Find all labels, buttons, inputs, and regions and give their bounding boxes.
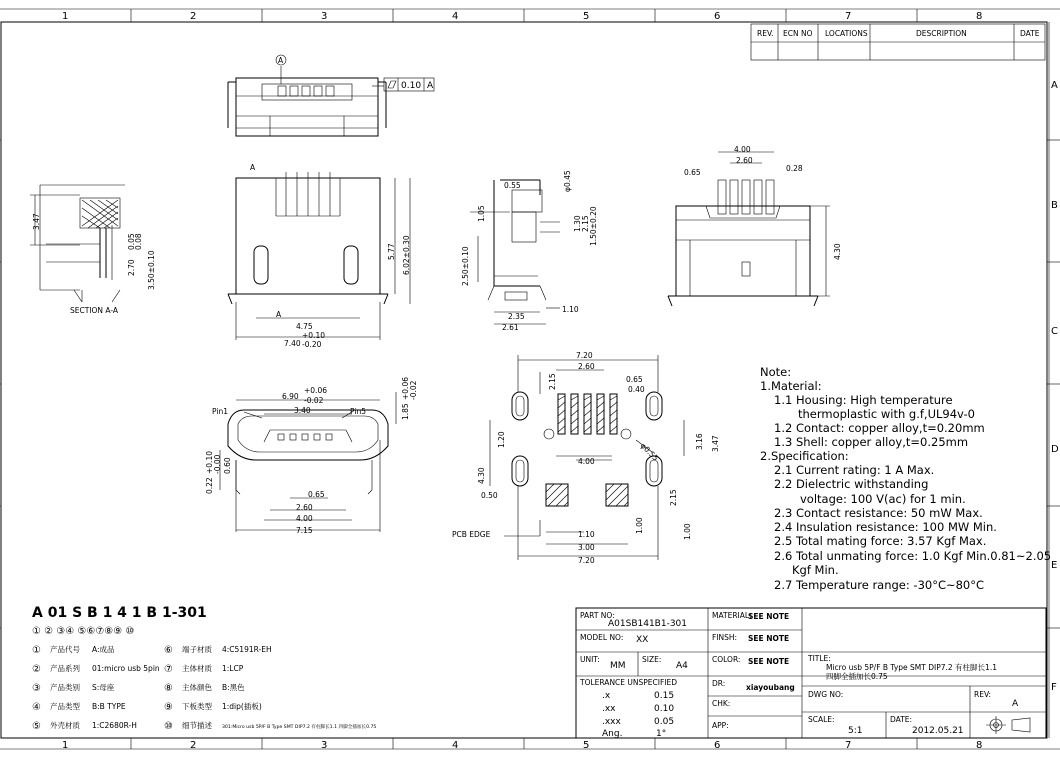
legend-right-9-num: ⑨ — [164, 702, 173, 713]
legend-left-3-val: S:母座 — [92, 683, 115, 692]
bottom-dim-4-00: 4.00 — [296, 514, 313, 523]
fp-dim-3-00: 3.00 — [578, 543, 595, 552]
tb-unit: MM — [610, 661, 626, 671]
tb-tol-x-key: .x — [602, 691, 611, 701]
legend-left-4-val: B:B TYPE — [92, 702, 126, 711]
rev-header-ecn: ECN NO — [783, 29, 813, 38]
section-dim-0-08: 0.08 — [134, 233, 143, 250]
grid-row-a: A — [1051, 80, 1058, 91]
bottom-dim-0-60: 0.60 — [223, 457, 232, 474]
fp-dim-3-47: 3.47 — [711, 435, 720, 452]
fp-dim-2-15-top: 2.15 — [548, 373, 557, 390]
fp-dim-phi-0-55: φ0.55 — [638, 441, 661, 463]
bottom-dim-6-90: 6.90 — [282, 392, 299, 401]
fp-dim-2-15-right: 2.15 — [669, 489, 678, 506]
legend-left-4-num: ④ — [32, 702, 41, 713]
bottom-dim-0-22-tol-minus: -0.00 — [213, 454, 222, 474]
legend-right-9-val: 1:dip(插板) — [222, 702, 262, 711]
tb-part-no-label: PART NO: — [580, 611, 615, 620]
notes-line-15: 2.7 Temperature range: -30°C~80°C — [774, 578, 985, 592]
notes-block — [760, 365, 1051, 592]
legend-left-4-key: 产品类型 — [50, 702, 80, 711]
grid-col-top-4: 4 — [452, 11, 459, 22]
rev-header-description: DESCRIPTION — [916, 29, 967, 38]
rev-header-date: DATE — [1020, 29, 1040, 38]
notes-line-3: thermoplastic with g.f,UL94v-0 — [798, 407, 975, 421]
bottom-dim-6-90-tol-minus: -0.02 — [304, 396, 324, 405]
grid-col-bottom-4: 4 — [452, 740, 459, 751]
grid-col-bottom-8: 8 — [976, 740, 983, 751]
bottom-dim-1-85: 1.85 — [401, 403, 410, 420]
tb-date: 2012.05.21 — [912, 726, 964, 736]
tb-material-label: MATERIAL: — [712, 611, 752, 620]
legend-right-10-num: ⑩ — [164, 721, 173, 732]
bottom-dim-2-60: 2.60 — [296, 503, 313, 512]
grid-col-top-3: 3 — [321, 11, 328, 22]
grid-col-top-7: 7 — [845, 11, 852, 22]
fp-dim-0-40: 0.40 — [628, 385, 645, 394]
tb-scale-label: SCALE: — [808, 715, 835, 724]
side-dim-2-35: 2.35 — [508, 312, 525, 321]
section-a-a — [30, 185, 125, 302]
fp-dim-1-10: 1.10 — [578, 530, 595, 539]
side-dim-1-30: 1.30 — [573, 215, 582, 232]
front-section-marker-top: A — [250, 163, 256, 172]
rev-header-locations: LOCATIONS — [825, 29, 868, 38]
tb-size-label: SIZE: — [642, 655, 662, 664]
tb-app-label: APP: — [712, 721, 729, 730]
rear-dim-2-60: 2.60 — [736, 156, 753, 165]
rev-header-rev: REV. — [757, 29, 774, 38]
grid-row-e: E — [1051, 560, 1058, 571]
part-code-legend — [32, 605, 376, 732]
tb-dr-label: DR: — [712, 679, 726, 688]
fp-dim-1-00-right: 1.00 — [683, 523, 692, 540]
tb-model-no: XX — [636, 635, 649, 645]
legend-left-5-val: 1:C2680R-H — [92, 721, 137, 730]
notes-line-4: 1.2 Contact: copper alloy,t=0.20mm — [774, 421, 985, 435]
tb-tol-x-val: 0.15 — [654, 691, 675, 701]
front-dim-4-75: 4.75 — [296, 322, 313, 331]
flatness-tolerance: 0.10 — [401, 81, 422, 91]
fp-dim-4-30: 4.30 — [477, 467, 486, 484]
fp-dim-3-16: 3.16 — [695, 433, 704, 450]
side-dim-1-05: 1.05 — [477, 205, 486, 222]
grid-col-bottom-7: 7 — [845, 740, 852, 751]
legend-left-5-key: 外壳材质 — [50, 721, 80, 730]
tb-tol-ang-val: 1° — [656, 729, 667, 739]
tb-color: SEE NOTE — [748, 657, 790, 666]
flatness-datum: A — [427, 81, 434, 91]
fp-dim-4-00: 4.00 — [578, 457, 595, 466]
notes-line-5: 1.3 Shell: copper alloy,t=0.25mm — [774, 435, 969, 449]
bottom-dim-6-90-tol-plus: +0.06 — [304, 386, 327, 395]
side-dim-1-10: 1.10 — [562, 305, 579, 314]
legend-right-8-val: B:黑色 — [222, 683, 245, 692]
fp-dim-0-50: 0.50 — [481, 491, 498, 500]
legend-right-7-val: 1:LCP — [222, 664, 244, 673]
legend-right-10-key: 细节描述 — [182, 721, 212, 730]
tb-color-label: COLOR: — [712, 655, 741, 664]
legend-left-3-num: ③ — [32, 683, 41, 694]
notes-line-13: 2.6 Total unmating force: 1.0 Kgf Min.0.81~2.05 — [774, 549, 1052, 563]
rear-dim-0-28: 0.28 — [786, 164, 803, 173]
side-dim-2-50: 2.50±0.10 — [461, 246, 470, 286]
legend-right-6-val: 4:C5191R-EH — [222, 645, 272, 654]
notes-line-9: voltage: 100 V(ac) for 1 min. — [800, 492, 966, 506]
notes-title: Note: — [760, 365, 792, 379]
bottom-dim-0-65: 0.65 — [308, 490, 325, 499]
grid-row-f: F — [1051, 682, 1057, 693]
side-view — [470, 180, 560, 324]
grid-col-bottom-3: 3 — [321, 740, 328, 751]
bottom-dim-7-15: 7.15 — [296, 526, 313, 535]
notes-line-11: 2.4 Insulation resistance: 100 MW Min. — [774, 520, 997, 534]
notes-line-6: 2.Specification: — [760, 449, 849, 463]
grid-col-bottom-1: 1 — [62, 740, 69, 751]
side-dim-1-50: 1.50±0.20 — [589, 206, 598, 246]
notes-line-2: 1.1 Housing: High temperature — [774, 393, 953, 407]
tb-tol-ang-key: Ang. — [602, 729, 623, 739]
tb-size: A4 — [676, 661, 688, 671]
grid-col-top-2: 2 — [190, 11, 197, 22]
legend-left-5-num: ⑤ — [32, 721, 41, 732]
grid-row-d: D — [1051, 444, 1059, 455]
tb-date-label: DATE: — [890, 715, 913, 724]
notes-line-1: 1.Material: — [760, 379, 822, 393]
notes-line-14: Kgf Min. — [792, 563, 839, 577]
bottom-dim-0-22: 0.22 — [205, 477, 214, 494]
section-dim-2-70: 2.70 — [127, 259, 136, 276]
section-dim-0-05: 0.05 — [127, 233, 136, 250]
tb-title-line1: Micro usb 5P/F B Type SMT DIP7.2 有柱脚长1.1 — [826, 663, 997, 672]
legend-right-10-val: 301:Micro usb 5P/F B Type SMT DIP7.2 有柱脚长1.1 四脚全插加长0.75 — [222, 725, 377, 730]
legend-right-7-num: ⑦ — [164, 664, 173, 675]
grid-col-top-1: 1 — [62, 11, 69, 22]
fp-dim-2-60: 2.60 — [578, 362, 595, 371]
tb-finish: SEE NOTE — [748, 634, 790, 643]
legend-left-1-key: 产品代号 — [50, 645, 80, 654]
tb-rev: A — [1012, 699, 1019, 709]
legend-left-3-key: 产品类别 — [50, 683, 80, 692]
notes-line-7: 2.1 Current rating: 1 A Max. — [774, 463, 935, 477]
section-dim-3-47: 3.47 — [32, 213, 41, 230]
front-dim-7-40: 7.40 — [284, 339, 301, 348]
legend-right-6-key: 端子材质 — [182, 645, 212, 654]
legend-right-6-num: ⑥ — [164, 645, 173, 656]
grid-row-c: C — [1051, 326, 1058, 337]
tb-rev-label: REV: — [974, 690, 991, 699]
front-dim-tol-minus: -0.20 — [302, 340, 322, 349]
notes-line-10: 2.3 Contact resistance: 50 mW Max. — [774, 506, 983, 520]
top-datum-label: A — [278, 56, 284, 65]
tb-chk-label: CHK: — [712, 699, 731, 708]
legend-left-2-key: 产品系列 — [50, 664, 80, 673]
notes-line-12: 2.5 Total mating force: 3.57 Kgf Max. — [774, 534, 987, 548]
legend-left-2-num: ② — [32, 664, 41, 675]
top-view — [228, 55, 434, 136]
legend-right-7-key: 主体材质 — [182, 664, 212, 673]
fp-dim-1-00-center: 1.00 — [635, 517, 644, 534]
grid-col-bottom-6: 6 — [714, 740, 721, 751]
pin5-label: Pin5 — [350, 407, 366, 416]
fp-dim-7-20-top: 7.20 — [576, 351, 593, 360]
front-view — [228, 172, 410, 340]
bottom-dim-0-22-tol-plus: +0.10 — [205, 451, 214, 474]
bottom-dim-1-85-tol-plus: +0.06 — [401, 377, 410, 400]
notes-line-8: 2.2 Dielectric withstanding — [774, 477, 929, 491]
tb-tol-xx-val: 0.10 — [654, 704, 675, 714]
tb-model-no-label: MODEL NO: — [580, 633, 624, 642]
legend-left-1-num: ① — [32, 645, 41, 656]
pcb-edge-label: PCB EDGE — [452, 530, 491, 539]
tb-tol-xx-key: .xx — [602, 704, 616, 714]
tb-title-line2: 四脚全插加长0.75 — [826, 672, 888, 681]
side-dim-0-55: 0.55 — [504, 181, 521, 190]
tb-dwg-no-label: DWG NO: — [808, 690, 844, 699]
grid-col-bottom-5: 5 — [583, 740, 590, 751]
sheet-border — [0, 9, 1060, 749]
tb-finish-label: FINSH: — [712, 633, 738, 642]
section-label: SECTION A-A — [70, 306, 119, 315]
grid-row-b: B — [1051, 200, 1058, 211]
front-dim-tol-plus: +0.10 — [302, 331, 325, 340]
grid-col-top-8: 8 — [976, 11, 983, 22]
fp-dim-7-20-bottom: 7.20 — [578, 556, 595, 565]
part-code: A 01 S B 1 4 1 B 1-301 — [32, 605, 207, 621]
legend-right-8-num: ⑧ — [164, 683, 173, 694]
rear-dim-4-00: 4.00 — [734, 145, 751, 154]
front-section-marker-bottom: A — [276, 310, 282, 319]
fp-dim-0-65: 0.65 — [626, 375, 643, 384]
bottom-dim-3-40: 3.40 — [294, 406, 311, 415]
tb-tol-xxx-key: .xxx — [602, 717, 621, 727]
pin1-label: Pin1 — [212, 407, 228, 416]
legend-right-8-key: 主体颜色 — [182, 683, 212, 692]
tb-material: SEE NOTE — [748, 612, 790, 621]
grid-col-top-6: 6 — [714, 11, 721, 22]
section-dim-3-50: 3.50±0.10 — [147, 250, 156, 290]
fp-dim-1-20: 1.20 — [497, 431, 506, 448]
tb-tolerance-label: TOLERANCE UNSPECIFIED — [580, 678, 678, 687]
tb-tol-xxx-val: 0.05 — [654, 717, 675, 727]
tb-scale: 5:1 — [848, 726, 863, 736]
grid-col-bottom-2: 2 — [190, 740, 197, 751]
tb-title-label: TITLE: — [808, 654, 831, 663]
tb-part-no: A01SB141B1-301 — [608, 619, 688, 629]
bottom-dim-1-85-tol-minus: -0.02 — [409, 380, 418, 400]
part-code-circles: ① ② ③④ ⑤⑥⑦⑧⑨ ⑩ — [32, 626, 135, 637]
rear-dim-4-30: 4.30 — [833, 243, 842, 260]
front-dim-5-77: 5.77 — [387, 243, 396, 260]
front-dim-6-02: 6.02±0.30 — [402, 235, 411, 275]
side-dim-phi-0-45: φ0.45 — [563, 170, 572, 192]
tb-unit-label: UNIT: — [580, 655, 600, 664]
rear-dim-0-65: 0.65 — [684, 168, 701, 177]
legend-right-9-key: 下板类型 — [182, 702, 212, 711]
grid-col-top-5: 5 — [583, 11, 590, 22]
side-dim-2-61: 2.61 — [502, 323, 519, 332]
legend-left-2-val: 01:micro usb 5pin — [92, 664, 160, 673]
tb-dr: xiayoubang — [746, 683, 795, 692]
legend-left-1-val: A:成品 — [92, 645, 115, 654]
side-dim-2-15: 2.15 — [581, 215, 590, 232]
